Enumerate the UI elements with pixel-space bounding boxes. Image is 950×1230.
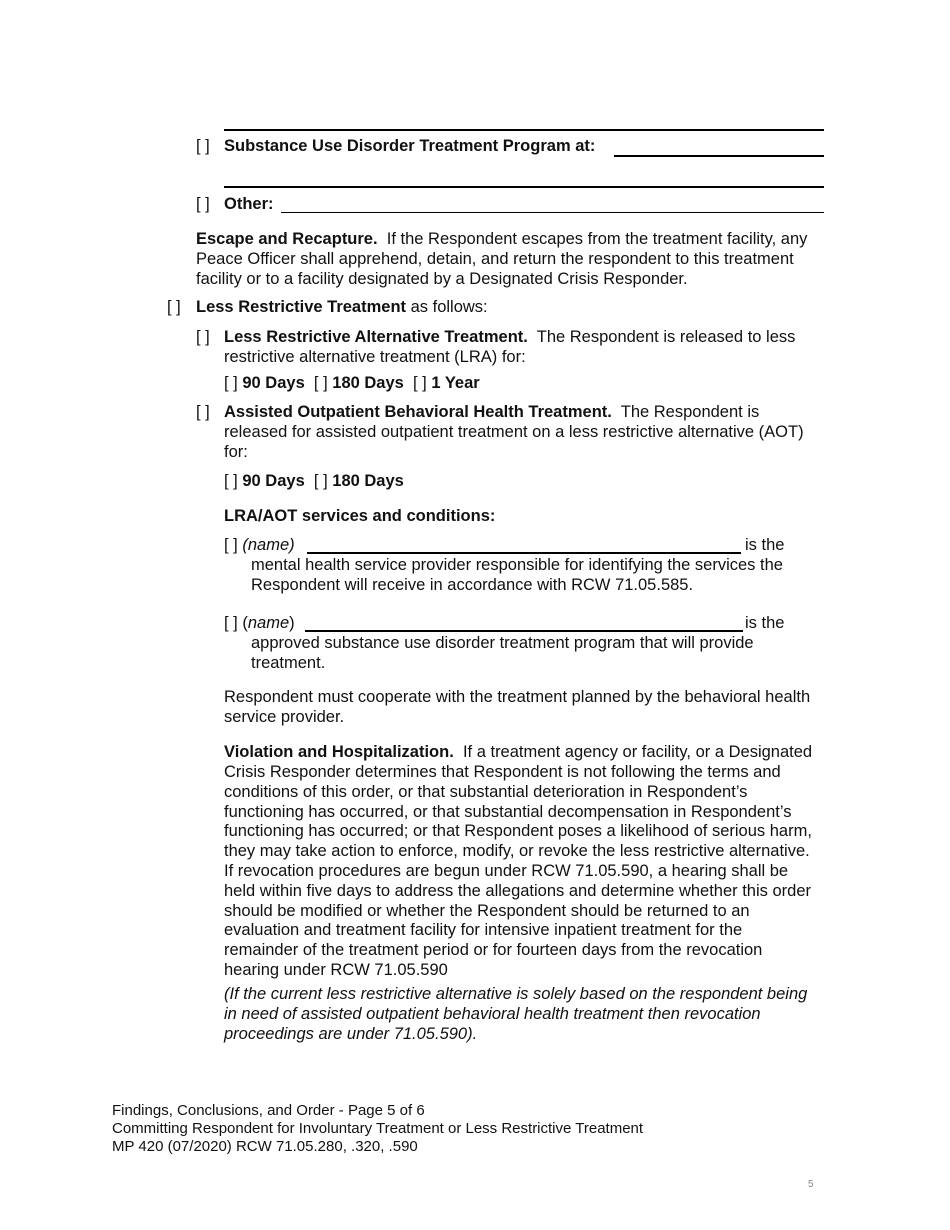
escape-heading: Escape and Recapture. <box>196 230 378 248</box>
violation-text-0: If a treatment agency or facility, or a Designated <box>462 743 813 761</box>
lra-row <box>196 328 795 348</box>
violation-text-7: held within five days to address the allegations and determine whether this order <box>224 881 812 900</box>
aot-heading: Assisted Outpatient Behavioral Health Treatment. <box>224 403 612 421</box>
page-footer <box>112 1102 643 1156</box>
lra-option-1yr-label: 1 Year <box>431 374 480 392</box>
violation-text-10: remainder of the treatment period or for fourteen days from the revocation <box>224 941 763 960</box>
aot-row <box>196 403 759 423</box>
sud-checkbox[interactable]: [ ] <box>196 137 210 155</box>
lra-option-90-checkbox[interactable]: [ ] <box>224 374 238 392</box>
service-item-1-line2: mental health service provider responsible for identifying the services the <box>251 556 783 574</box>
lra-text-line1: The Respondent is released to less <box>536 328 796 346</box>
services-heading: LRA/AOT services and conditions: <box>224 507 496 525</box>
aot-options <box>224 472 404 492</box>
footer-line-3: MP 420 (07/2020) RCW 71.05.280, .320, .590 <box>112 1138 418 1155</box>
other-blank[interactable] <box>281 212 824 213</box>
violation-note-2: in need of assisted outpatient behavioral health treatment then revocation <box>224 1004 761 1023</box>
lra-option-180-checkbox[interactable]: [ ] <box>313 374 328 392</box>
lra-checkbox[interactable]: [ ] <box>196 328 210 346</box>
violation-text-8: should be modified or whether the Respondent should be returned to an <box>224 901 750 920</box>
page-number: 5 <box>808 1179 814 1190</box>
lra-text-line2: restrictive alternative treatment (LRA) for: <box>224 348 526 366</box>
violation-text-11: hearing under RCW 71.05.590 <box>224 960 448 979</box>
blank-line-top <box>224 129 824 131</box>
aot-text-line3: for: <box>224 443 248 461</box>
service-item-1-suffix: is the <box>745 536 785 554</box>
aot-option-90-label: 90 Days <box>242 472 305 490</box>
lra-option-1yr-checkbox[interactable]: [ ] <box>413 374 427 392</box>
service-item-2-line2: approved substance use disorder treatment program that will provide <box>251 634 754 652</box>
sud-blank-line2[interactable] <box>224 186 824 188</box>
cooperate-line1: Respondent must cooperate with the treatment planned by the behavioral health <box>224 688 811 706</box>
violation-text-3: functioning has occurred, or that substantial decompensation in Respondent’s <box>224 802 792 821</box>
escape-paragraph <box>196 230 836 289</box>
lrt-suffix: as follows: <box>410 298 488 316</box>
lra-option-90-label: 90 Days <box>242 374 305 392</box>
violation-note <box>224 985 807 1044</box>
aot-text-line1: The Respondent is <box>620 403 760 421</box>
service-item-2-suffix: is the <box>745 614 785 632</box>
aot-option-180-checkbox[interactable]: [ ] <box>313 472 328 490</box>
lrt-row <box>167 298 488 318</box>
service-item-1-line3: Respondent will receive in accordance with RCW 71.05.585. <box>251 576 694 594</box>
service-item-2-name-label: name <box>247 614 290 632</box>
violation-text-5: they may take action to enforce, modify, or revoke the less restrictive alternative. <box>224 842 810 861</box>
lrt-heading: Less Restrictive Treatment <box>196 298 407 316</box>
aot-option-180-label: 180 Days <box>332 472 404 490</box>
violation-text-2: conditions of this order, or that substantial deterioration in Respondent’s <box>224 782 748 801</box>
cooperate-line2: service provider. <box>224 708 345 726</box>
violation-heading: Violation and Hospitalization. <box>224 743 454 761</box>
violation-text-6: If revocation procedures are begun under RCW 71.05.590, a hearing shall be <box>224 861 789 880</box>
violation-text-1: Crisis Responder determines that Respondent is not following the terms and <box>224 763 781 781</box>
footer-line-2: Committing Respondent for Involuntary Treatment or Less Restrictive Treatment <box>112 1120 644 1137</box>
service-item-2-paren-open: ( <box>242 614 248 632</box>
sud-row <box>196 137 826 157</box>
violation-line-1 <box>224 743 812 763</box>
sud-label: Substance Use Disorder Treatment Program at: <box>224 137 596 155</box>
service-item-1-name-blank[interactable] <box>307 552 741 554</box>
lra-heading: Less Restrictive Alternative Treatment. <box>224 328 528 346</box>
other-checkbox[interactable]: [ ] <box>196 195 210 213</box>
violation-note-3: proceedings are under 71.05.590). <box>224 1024 478 1043</box>
violation-note-1: (If the current less restrictive alternative is solely based on the respondent being <box>224 985 808 1003</box>
lra-options <box>224 374 480 394</box>
service-item-2-line3: treatment. <box>251 654 326 672</box>
violation-body <box>224 763 812 981</box>
service-item-2-paren-close: ) <box>289 614 295 632</box>
service-item-2-name-blank[interactable] <box>305 630 743 632</box>
aot-checkbox[interactable]: [ ] <box>196 403 210 421</box>
service-item-2 <box>224 614 295 634</box>
violation-text-9: evaluation and treatment facility for intensive inpatient treatment for the <box>224 921 743 940</box>
other-label: Other: <box>224 195 274 213</box>
service-item-2-checkbox[interactable]: [ ] <box>224 614 238 632</box>
lra-option-180-label: 180 Days <box>332 374 404 392</box>
service-item-1-checkbox[interactable]: [ ] <box>224 536 238 554</box>
service-item-1 <box>224 536 295 556</box>
aot-text-line2: released for assisted outpatient treatment on a less restrictive alternative (AOT) <box>224 423 804 441</box>
sud-blank[interactable] <box>614 155 824 157</box>
service-item-1-name-label: (name) <box>242 536 295 554</box>
aot-option-90-checkbox[interactable]: [ ] <box>224 472 238 490</box>
lrt-checkbox[interactable]: [ ] <box>167 298 181 316</box>
other-row <box>196 195 274 215</box>
escape-text: If the Respondent escapes from the treatment facility, any Peace Officer shall apprehend, detain, and return the respondent to this treatment facility or to a facility designated by a Designated Crisis Responder. <box>196 230 808 288</box>
violation-text-4: functioning has occurred; or that Respondent poses a likelihood of serious harm, <box>224 822 812 841</box>
footer-line-1: Findings, Conclusions, and Order - Page 5 of 6 <box>112 1102 425 1119</box>
